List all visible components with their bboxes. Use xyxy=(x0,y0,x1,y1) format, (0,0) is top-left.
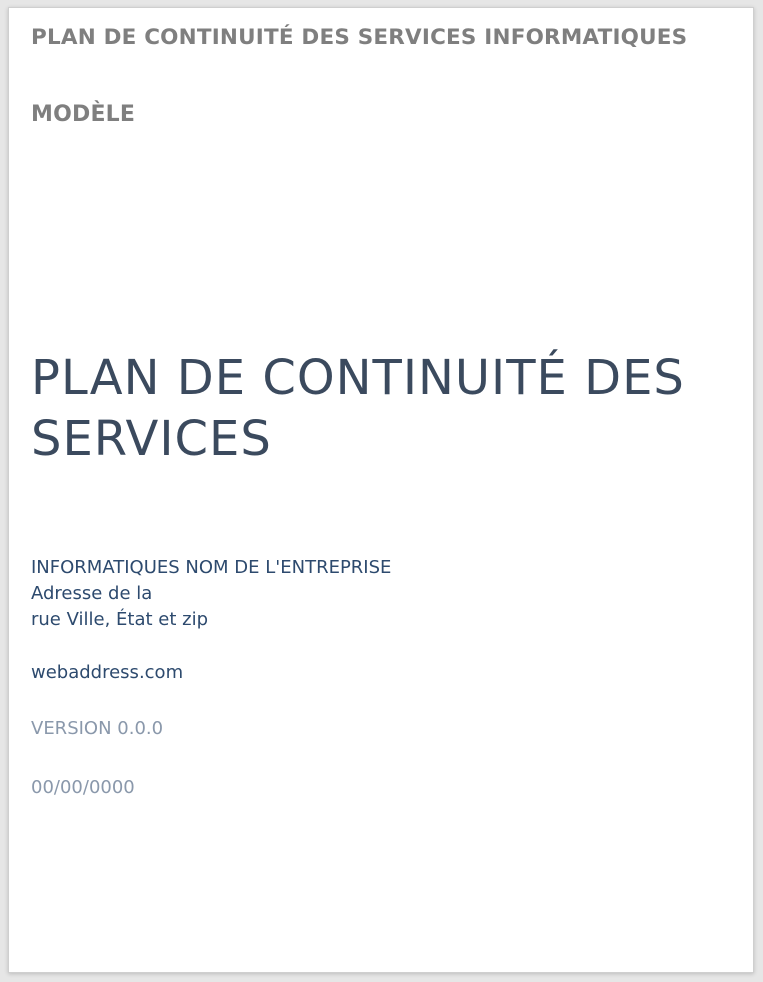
cover-title-line-1: PLAN DE CONTINUITÉ DES xyxy=(31,350,685,406)
template-header-subtitle: MODÈLE xyxy=(31,102,136,127)
version-label: VERSION 0.0.0 xyxy=(31,718,164,739)
web-address: webaddress.com xyxy=(31,662,184,683)
template-header-title: PLAN DE CONTINUITÉ DES SERVICES INFORMATIQUES xyxy=(31,25,688,50)
document-page xyxy=(8,7,754,973)
address-line-2: rue Ville, État et zip xyxy=(31,609,209,630)
cover-title xyxy=(31,348,731,470)
company-name: INFORMATIQUES NOM DE L'ENTREPRISE xyxy=(31,557,392,578)
address-line-1: Adresse de la xyxy=(31,583,153,604)
date-label: 00/00/0000 xyxy=(31,777,135,798)
cover-title-line-2: SERVICES xyxy=(31,411,272,467)
